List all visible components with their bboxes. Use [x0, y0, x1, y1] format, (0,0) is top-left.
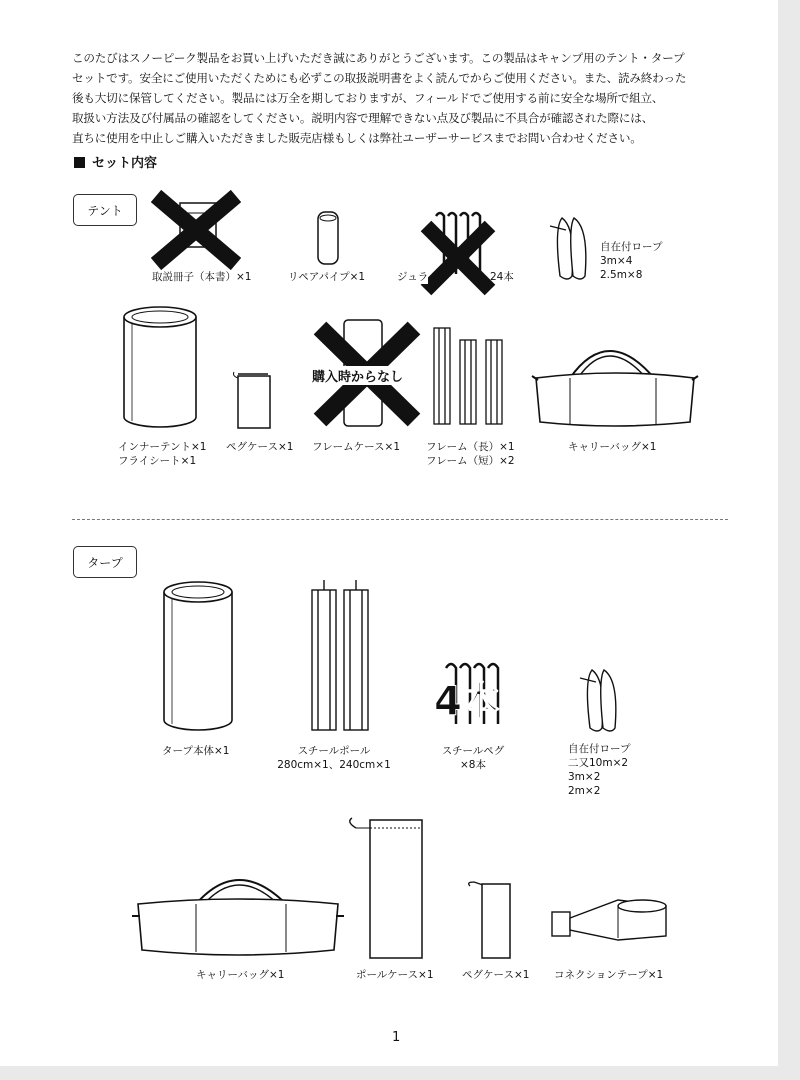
intro-line: 後も大切に保管してください。製品には万全を期しておりますが、フィールドでご使用する前に安全な場所で組立、	[72, 91, 664, 105]
tarp-rope-spec: 2m×2	[568, 785, 601, 797]
frame-long-text: フレーム（長）×1	[426, 441, 515, 453]
repair-pipe-label: リペアパイプ×1	[288, 271, 366, 283]
pole-case-illustration	[346, 816, 426, 962]
cross-out-icon	[150, 192, 242, 268]
tarp-rope-spec: 3m×2	[568, 771, 601, 783]
frame-case-label: フレームケース×1	[312, 441, 401, 453]
section-heading	[74, 152, 157, 171]
flysheet-text: フライシート×1	[118, 455, 197, 467]
steel-pole-label	[274, 744, 394, 772]
section-divider	[72, 519, 728, 520]
tarp-rope-illustration	[578, 664, 624, 734]
steel-peg-title: スチールペグ	[441, 745, 505, 757]
peg-case-label: ペグケース×1	[226, 441, 294, 453]
steel-poles-illustration	[304, 578, 376, 734]
rope-label	[600, 240, 662, 282]
frame-poles-illustration	[430, 324, 510, 428]
intro-line: 直ちに使用を中止しご購入いただきました販売店様もしくは弊社ユーザーサービスまでお問い合わせください。	[72, 131, 642, 145]
frame-note-text: 購入時からなし	[310, 366, 405, 385]
steel-peg-count: ×8本	[460, 759, 486, 771]
tarp-carry-bag-illustration	[130, 872, 346, 962]
carry-bag-label: キャリーバッグ×1	[568, 441, 657, 453]
connection-tape-illustration	[548, 894, 674, 954]
repair-pipe-illustration	[316, 210, 342, 268]
tent-tab-text: テント	[87, 203, 123, 218]
peg-count-label: 24本	[490, 271, 514, 283]
carry-bag-illustration	[530, 338, 700, 430]
tarp-body-roll-illustration	[158, 578, 238, 734]
inner-tent-text: インナーテント×1	[118, 441, 207, 453]
intro-line: セットです。安全にご使用いただくためにも必ずこの取扱説明書をよく読んでからご使用ください。また、読み終わった	[72, 71, 687, 85]
square-bullet-icon	[74, 157, 85, 168]
tarp-rope-title: 自在付ロープ	[568, 743, 631, 755]
frame-label	[426, 440, 515, 468]
intro-line: このたびはスノーピーク製品をお買い上げいただき誠にありがとうございます。この製品はキャンプ用のテント・タープ	[72, 51, 685, 65]
intro-line: 取扱い方法及び付属品の確認をしてください。説明内容で理解できない点及び製品に不具合が確認された際には、	[72, 111, 654, 125]
section-title: セット内容	[92, 156, 158, 171]
tarp-carry-bag-label: キャリーバッグ×1	[196, 969, 285, 981]
tarp-peg-case-illustration	[466, 880, 514, 962]
pole-case-label: ポールケース×1	[356, 969, 434, 981]
rope-illustration	[548, 212, 594, 282]
peg-label: ジュラ	[397, 271, 429, 283]
tent-tab-label	[73, 194, 137, 226]
cross-out-icon	[420, 222, 496, 294]
inner-tent-roll-illustration	[118, 303, 202, 431]
steel-peg-label	[430, 744, 516, 772]
page-number: 1	[392, 1030, 401, 1045]
tarp-tab-label	[73, 546, 137, 578]
manual-label: 取説冊子（本書）×1	[152, 271, 252, 283]
peg-note-overlay: 4本	[434, 679, 498, 725]
intro-paragraph	[72, 48, 732, 148]
tarp-rope-label	[568, 742, 630, 798]
connection-tape-label: コネクションテープ×1	[554, 969, 664, 981]
rope-spec: 3m×4	[600, 255, 633, 267]
tarp-rope-spec: 二又10m×2	[568, 757, 629, 769]
inner-tent-label	[118, 440, 206, 468]
tarp-tab-text: タープ	[87, 555, 123, 570]
steel-pole-spec: 280cm×1、240cm×1	[277, 759, 391, 771]
tarp-body-label: タープ本体×1	[162, 745, 230, 757]
tarp-peg-case-label: ペグケース×1	[462, 969, 530, 981]
rope-spec: 2.5m×8	[600, 269, 643, 281]
frame-short-text: フレーム（短）×2	[426, 455, 515, 467]
rope-title: 自在付ロープ	[600, 241, 663, 253]
steel-pole-title: スチールポール	[297, 745, 371, 757]
peg-case-illustration	[232, 370, 274, 432]
